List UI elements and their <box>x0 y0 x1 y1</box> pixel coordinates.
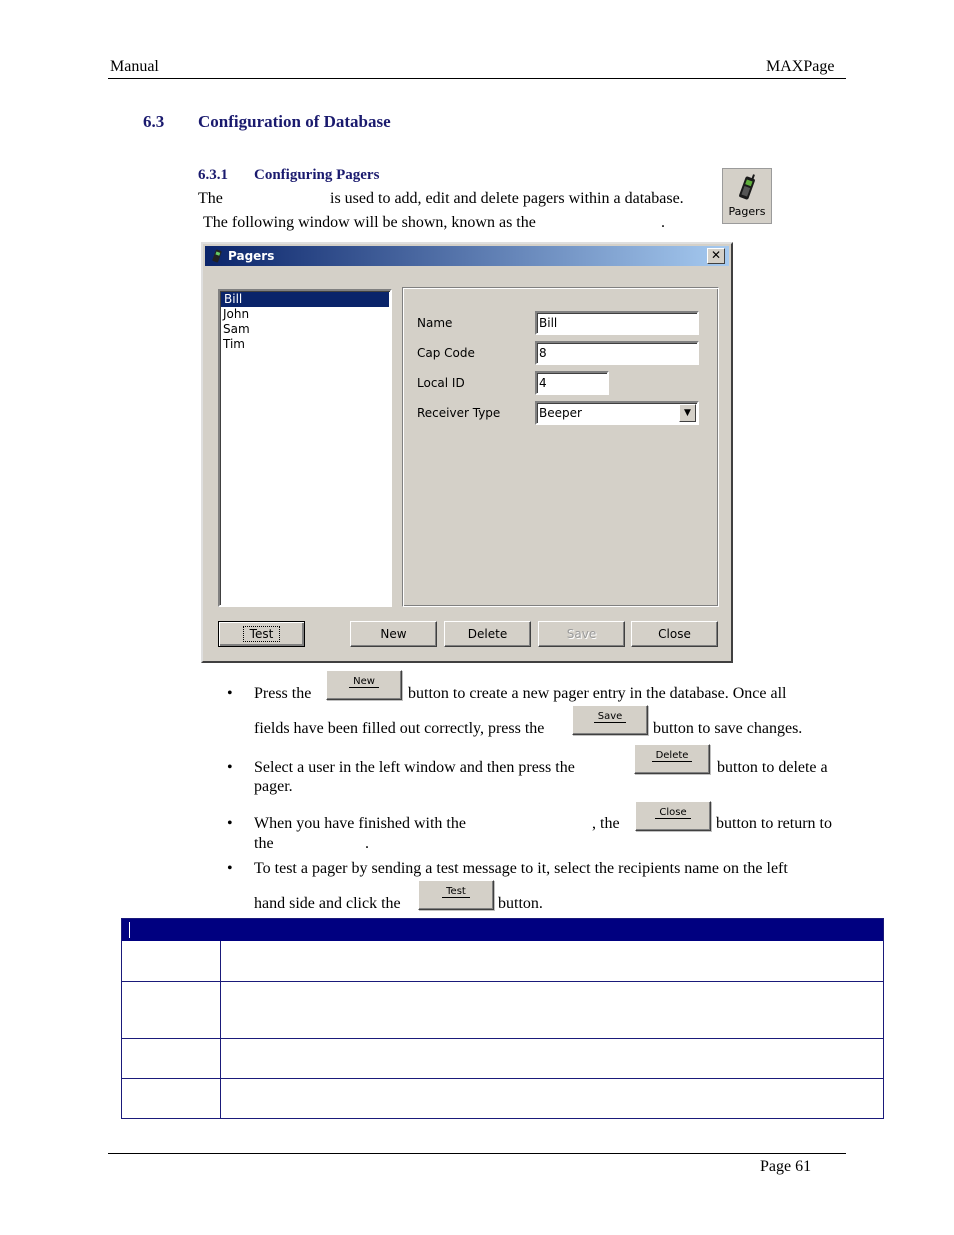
section-title: Configuration of Database <box>198 112 391 131</box>
list-item[interactable]: Tim <box>223 337 245 351</box>
inline-test-button: Test <box>418 880 494 910</box>
window-close-button[interactable]: ✕ <box>707 248 725 264</box>
inline-new-button: New <box>326 670 402 700</box>
pager-details-panel <box>402 287 719 607</box>
capcode-field[interactable]: 8 <box>535 341 699 365</box>
bullet1-line2-start: fields have been filled out correctly, press the <box>254 720 545 737</box>
intro-line1-start: The <box>198 190 223 207</box>
pager-title-icon <box>210 249 224 263</box>
pager-listbox[interactable] <box>218 289 392 607</box>
page-number: Page 61 <box>760 1158 812 1175</box>
bullet3-line2-end: . <box>365 835 369 852</box>
bullet4-line1: To test a pager by sending a test message to it, select the recipients name on the left <box>254 860 788 877</box>
bullet2-line1-start: Select a user in the left window and then press the <box>254 759 575 776</box>
bullet-glyph: • <box>227 815 233 832</box>
localid-field[interactable]: 4 <box>535 371 609 395</box>
bullet3-line2-start: the <box>254 835 274 852</box>
intro-line2-start: The following window will be shown, known as the <box>203 214 536 231</box>
window-titlebar[interactable] <box>205 246 729 266</box>
list-item[interactable]: Sam <box>223 322 250 336</box>
footer-rule <box>108 1153 846 1154</box>
intro-line1-end: is used to add, edit and delete pagers within a database. <box>330 190 684 207</box>
name-label: Name <box>417 316 453 330</box>
mobile-phone-icon <box>736 173 758 203</box>
bullet1-line2-end: button to save changes. <box>653 720 803 737</box>
intro-line2-end: . <box>661 214 665 231</box>
pagers-window <box>201 242 733 663</box>
bullet-glyph: • <box>227 860 233 877</box>
chevron-down-icon[interactable]: ▼ <box>679 404 696 422</box>
test-button[interactable]: Test <box>218 621 305 647</box>
table-row-divider <box>122 1038 883 1039</box>
subsection-title: Configuring Pagers <box>254 167 380 183</box>
section-number: 6.3 <box>143 112 165 131</box>
inline-delete-button: Delete <box>634 744 710 774</box>
bullet-glyph: • <box>227 759 233 776</box>
info-table <box>121 918 884 1119</box>
bullet1-line1-end: button to create a new pager entry in the database. Once all <box>408 685 787 702</box>
bullet2-line1-end: button to delete a <box>717 759 828 776</box>
close-button[interactable]: Close <box>631 621 718 647</box>
list-item[interactable]: Bill <box>221 292 389 307</box>
inline-close-button: Close <box>635 801 711 831</box>
header-rule <box>108 78 846 79</box>
window-title: Pagers <box>228 249 275 263</box>
bullet4-line2-start: hand side and click the <box>254 895 401 912</box>
pagers-toolbar-label: Pagers <box>728 205 766 218</box>
table-row-divider <box>122 981 883 982</box>
receiver-type-label: Receiver Type <box>417 406 501 420</box>
save-button[interactable]: Save <box>538 621 625 647</box>
header-product: MAXPage <box>766 58 835 75</box>
receiver-type-value: Beeper <box>539 406 582 420</box>
header-manual: Manual <box>110 58 159 75</box>
list-item[interactable]: John <box>223 307 250 321</box>
inline-save-button: Save <box>572 705 648 735</box>
localid-label: Local ID <box>417 376 465 390</box>
delete-button[interactable]: Delete <box>444 621 531 647</box>
table-header <box>122 919 883 941</box>
receiver-type-select[interactable] <box>535 401 699 425</box>
bullet2-line2: pager. <box>254 778 293 795</box>
bullet1-line1-start: Press the <box>254 685 312 702</box>
table-row-divider <box>122 1078 883 1079</box>
bullet3-line1-mid: , the <box>592 815 620 832</box>
name-field[interactable]: Bill <box>535 311 699 335</box>
bullet3-line1-end: button to return to <box>716 815 832 832</box>
bullet-glyph: • <box>227 685 233 702</box>
new-button[interactable]: New <box>350 621 437 647</box>
capcode-label: Cap Code <box>417 346 475 360</box>
subsection-number: 6.3.1 <box>198 167 228 183</box>
bullet3-line1-start: When you have finished with the <box>254 815 466 832</box>
pagers-toolbar-button[interactable] <box>722 168 772 224</box>
bullet4-line2-end: button. <box>498 895 543 912</box>
